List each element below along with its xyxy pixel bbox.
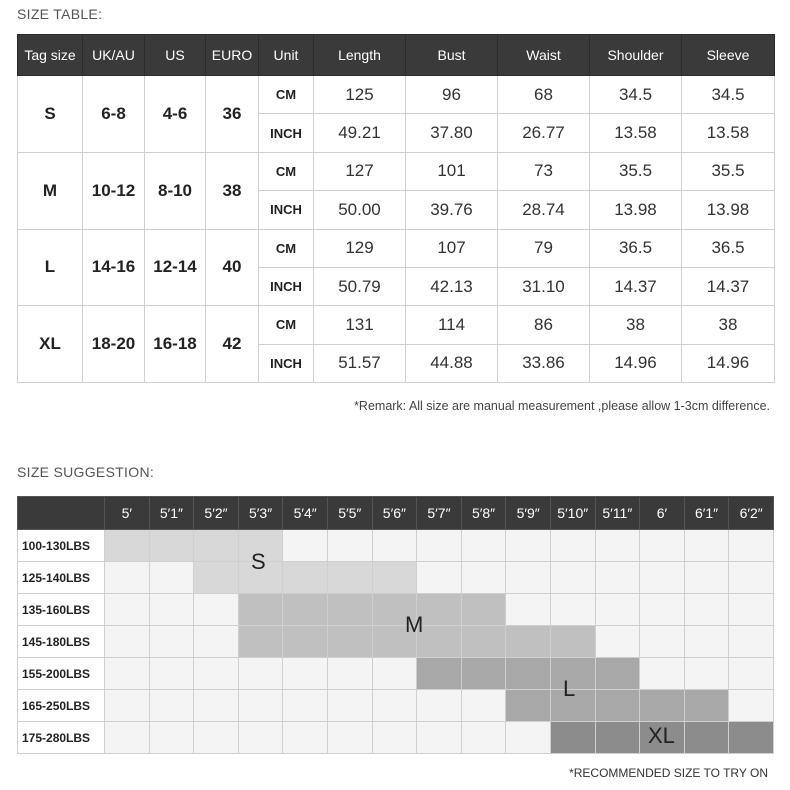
- grid-cell: [194, 626, 239, 658]
- grid-cell: [640, 626, 685, 658]
- weight-row: [18, 594, 774, 626]
- grid-cell: [283, 594, 328, 626]
- weight-label: 145-180LBS: [18, 626, 105, 658]
- grid-cell: [417, 530, 462, 562]
- grid-cell: [372, 530, 417, 562]
- header-uk-au: UK/AU: [83, 35, 145, 76]
- uk-au-cell: 14-16: [83, 229, 145, 306]
- header-bust: Bust: [406, 35, 498, 76]
- height-header: 5′8″: [461, 497, 506, 530]
- height-header: 5′10″: [550, 497, 595, 530]
- grid-cell: [729, 690, 774, 722]
- grid-cell: [506, 722, 551, 754]
- weight-label: 125-140LBS: [18, 562, 105, 594]
- grid-cell: [149, 658, 194, 690]
- grid-cell: [372, 690, 417, 722]
- grid-cell: [729, 626, 774, 658]
- grid-cell: [729, 722, 774, 754]
- zone-label-xl: XL: [648, 723, 675, 748]
- weight-row: [18, 690, 774, 722]
- grid-cell: [327, 562, 372, 594]
- grid-cell: [461, 562, 506, 594]
- grid-cell: [372, 722, 417, 754]
- weight-label: 135-160LBS: [18, 594, 105, 626]
- grid-cell: [327, 722, 372, 754]
- waist-cell: 28.74: [498, 191, 590, 229]
- bust-cell: 114: [406, 306, 498, 344]
- unit-cell: CM: [259, 229, 314, 267]
- grid-cell: [684, 658, 729, 690]
- bust-cell: 39.76: [406, 191, 498, 229]
- bust-cell: 101: [406, 152, 498, 190]
- grid-cell: [105, 722, 150, 754]
- length-cell: 50.79: [314, 267, 406, 305]
- grid-cell: [417, 690, 462, 722]
- weight-label: 165-250LBS: [18, 690, 105, 722]
- grid-cell: [417, 626, 462, 658]
- sleeve-cell: 13.98: [682, 191, 775, 229]
- uk-au-cell: 10-12: [83, 152, 145, 229]
- height-header: 5′4″: [283, 497, 328, 530]
- grid-cell: [461, 530, 506, 562]
- grid-cell: [372, 562, 417, 594]
- unit-cell: CM: [259, 76, 314, 114]
- grid-cell: [506, 658, 551, 690]
- size-table-header: [18, 35, 775, 76]
- bust-cell: 37.80: [406, 114, 498, 152]
- header-unit: Unit: [259, 35, 314, 76]
- grid-cell: [595, 626, 640, 658]
- waist-cell: 86: [498, 306, 590, 344]
- grid-corner: [18, 497, 105, 530]
- remark-note: *Remark: All size are manual measurement ,please allow 1-3cm difference.: [354, 399, 770, 413]
- grid-cell: [506, 530, 551, 562]
- weight-label: 155-200LBS: [18, 658, 105, 690]
- grid-cell: [238, 594, 283, 626]
- unit-cell: INCH: [259, 267, 314, 305]
- grid-cell: [105, 690, 150, 722]
- shoulder-cell: 35.5: [590, 152, 682, 190]
- grid-cell: [595, 722, 640, 754]
- grid-cell: [194, 658, 239, 690]
- grid-cell: [238, 690, 283, 722]
- grid-cell: [550, 530, 595, 562]
- bust-cell: 44.88: [406, 344, 498, 382]
- waist-cell: 26.77: [498, 114, 590, 152]
- tag-size-cell: L: [18, 229, 83, 306]
- grid-cell: [238, 658, 283, 690]
- grid-cell: [684, 530, 729, 562]
- grid-cell: [595, 562, 640, 594]
- length-cell: 127: [314, 152, 406, 190]
- grid-cell: [729, 594, 774, 626]
- grid-cell: [506, 562, 551, 594]
- size-table-title: SIZE TABLE:: [17, 6, 103, 22]
- grid-cell: [595, 594, 640, 626]
- height-header-row: [18, 497, 774, 530]
- grid-cell: [417, 594, 462, 626]
- shoulder-cell: 38: [590, 306, 682, 344]
- sleeve-cell: 14.96: [682, 344, 775, 382]
- grid-cell: [283, 722, 328, 754]
- grid-cell: [461, 690, 506, 722]
- unit-cell: CM: [259, 306, 314, 344]
- grid-cell: [194, 562, 239, 594]
- grid-cell: [595, 530, 640, 562]
- grid-cell: [595, 690, 640, 722]
- sleeve-cell: 14.37: [682, 267, 775, 305]
- grid-cell: [684, 594, 729, 626]
- sleeve-cell: 36.5: [682, 229, 775, 267]
- grid-cell: [640, 594, 685, 626]
- weight-label: 175-280LBS: [18, 722, 105, 754]
- header-tag-size: Tag size: [18, 35, 83, 76]
- waist-cell: 68: [498, 76, 590, 114]
- grid-cell: [461, 626, 506, 658]
- euro-cell: 42: [206, 306, 259, 383]
- height-header: 6′2″: [729, 497, 774, 530]
- grid-cell: [372, 658, 417, 690]
- bust-cell: 107: [406, 229, 498, 267]
- weight-row: [18, 562, 774, 594]
- euro-cell: 38: [206, 152, 259, 229]
- grid-cell: [149, 594, 194, 626]
- grid-cell: [417, 658, 462, 690]
- grid-cell: [327, 658, 372, 690]
- header-sleeve: Sleeve: [682, 35, 775, 76]
- grid-cell: [194, 594, 239, 626]
- unit-cell: CM: [259, 152, 314, 190]
- weight-row: [18, 658, 774, 690]
- grid-cell: [149, 626, 194, 658]
- grid-cell: [327, 530, 372, 562]
- header-us: US: [145, 35, 206, 76]
- height-header: 5′11″: [595, 497, 640, 530]
- shoulder-cell: 36.5: [590, 229, 682, 267]
- grid-cell: [194, 690, 239, 722]
- recommended-footnote: *RECOMMENDED SIZE TO TRY ON: [569, 766, 768, 780]
- grid-cell: [461, 722, 506, 754]
- us-cell: 4-6: [145, 76, 206, 153]
- grid-cell: [729, 658, 774, 690]
- grid-cell: [417, 562, 462, 594]
- size-suggestion-grid: [17, 496, 774, 754]
- length-cell: 129: [314, 229, 406, 267]
- grid-cell: [550, 626, 595, 658]
- grid-cell: [684, 626, 729, 658]
- grid-cell: [149, 722, 194, 754]
- grid-cell: [283, 530, 328, 562]
- shoulder-cell: 13.98: [590, 191, 682, 229]
- length-cell: 51.57: [314, 344, 406, 382]
- tag-size-cell: S: [18, 76, 83, 153]
- unit-cell: INCH: [259, 114, 314, 152]
- height-header: 5′2″: [194, 497, 239, 530]
- grid-cell: [506, 690, 551, 722]
- header-waist: Waist: [498, 35, 590, 76]
- unit-cell: INCH: [259, 191, 314, 229]
- grid-cell: [327, 690, 372, 722]
- grid-cell: [105, 658, 150, 690]
- size-suggestion-title: SIZE SUGGESTION:: [17, 464, 155, 480]
- shoulder-cell: 14.37: [590, 267, 682, 305]
- waist-cell: 31.10: [498, 267, 590, 305]
- grid-cell: [283, 626, 328, 658]
- height-header: 5′6″: [372, 497, 417, 530]
- height-header: 5′5″: [327, 497, 372, 530]
- shoulder-cell: 34.5: [590, 76, 682, 114]
- length-cell: 125: [314, 76, 406, 114]
- length-cell: 131: [314, 306, 406, 344]
- height-header: 6′: [640, 497, 685, 530]
- uk-au-cell: 18-20: [83, 306, 145, 383]
- length-cell: 49.21: [314, 114, 406, 152]
- waist-cell: 33.86: [498, 344, 590, 382]
- grid-cell: [149, 530, 194, 562]
- grid-cell: [640, 658, 685, 690]
- zone-label-s: S: [251, 549, 266, 574]
- height-header: 5′1″: [149, 497, 194, 530]
- euro-cell: 36: [206, 76, 259, 153]
- height-header: 5′7″: [417, 497, 462, 530]
- grid-cell: [461, 658, 506, 690]
- grid-cell: [105, 562, 150, 594]
- grid-cell: [327, 594, 372, 626]
- us-cell: 8-10: [145, 152, 206, 229]
- size-table: [17, 34, 775, 383]
- grid-cell: [238, 626, 283, 658]
- grid-cell: [729, 562, 774, 594]
- length-cell: 50.00: [314, 191, 406, 229]
- size-row: [18, 306, 775, 344]
- sleeve-cell: 35.5: [682, 152, 775, 190]
- grid-cell: [194, 530, 239, 562]
- grid-cell: [149, 562, 194, 594]
- grid-cell: [684, 690, 729, 722]
- bust-cell: 42.13: [406, 267, 498, 305]
- size-row: [18, 152, 775, 190]
- grid-cell: [550, 594, 595, 626]
- grid-cell: [506, 594, 551, 626]
- height-header: 5′9″: [506, 497, 551, 530]
- grid-cell: [283, 690, 328, 722]
- grid-cell: [194, 722, 239, 754]
- tag-size-cell: M: [18, 152, 83, 229]
- grid-cell: [640, 530, 685, 562]
- sleeve-cell: 13.58: [682, 114, 775, 152]
- grid-cell: [105, 530, 150, 562]
- grid-cell: [550, 562, 595, 594]
- grid-cell: [238, 722, 283, 754]
- weight-label: 100-130LBS: [18, 530, 105, 562]
- size-row: [18, 229, 775, 267]
- height-header: 5′: [105, 497, 150, 530]
- sleeve-cell: 38: [682, 306, 775, 344]
- grid-cell: [327, 626, 372, 658]
- bust-cell: 96: [406, 76, 498, 114]
- grid-cell: [550, 722, 595, 754]
- us-cell: 16-18: [145, 306, 206, 383]
- weight-row: [18, 530, 774, 562]
- grid-cell: [283, 562, 328, 594]
- header-length: Length: [314, 35, 406, 76]
- shoulder-cell: 13.58: [590, 114, 682, 152]
- grid-cell: [684, 562, 729, 594]
- tag-size-cell: XL: [18, 306, 83, 383]
- unit-cell: INCH: [259, 344, 314, 382]
- grid-cell: [640, 562, 685, 594]
- grid-cell: [640, 690, 685, 722]
- zone-label-m: M: [405, 612, 424, 637]
- grid-cell: [729, 530, 774, 562]
- weight-row: [18, 626, 774, 658]
- grid-cell: [595, 658, 640, 690]
- grid-cell: [684, 722, 729, 754]
- grid-cell: [149, 690, 194, 722]
- height-header: 6′1″: [684, 497, 729, 530]
- us-cell: 12-14: [145, 229, 206, 306]
- shoulder-cell: 14.96: [590, 344, 682, 382]
- waist-cell: 79: [498, 229, 590, 267]
- grid-cell: [283, 658, 328, 690]
- waist-cell: 73: [498, 152, 590, 190]
- grid-cell: [506, 626, 551, 658]
- euro-cell: 40: [206, 229, 259, 306]
- header-euro: EURO: [206, 35, 259, 76]
- grid-cell: [417, 722, 462, 754]
- zone-label-l: L: [563, 676, 576, 701]
- uk-au-cell: 6-8: [83, 76, 145, 153]
- size-row: [18, 76, 775, 114]
- grid-cell: [105, 626, 150, 658]
- height-header: 5′3″: [238, 497, 283, 530]
- grid-cell: [461, 594, 506, 626]
- header-shoulder: Shoulder: [590, 35, 682, 76]
- grid-cell: [105, 594, 150, 626]
- sleeve-cell: 34.5: [682, 76, 775, 114]
